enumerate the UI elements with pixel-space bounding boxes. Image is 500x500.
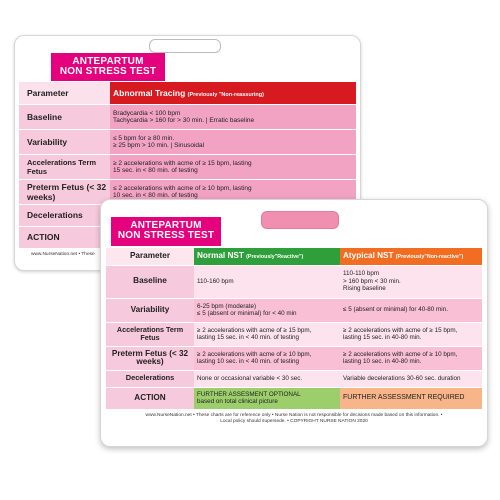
front-card-title: [111, 217, 221, 246]
table-header-row: [106, 248, 482, 265]
row-label: Preterm Fetus (< 32 weeks): [19, 179, 110, 204]
atypical-cell: ≤ 5 (absent or minimal) for 40-80 min.: [340, 298, 482, 322]
normal-cell: 6-25 bpm (moderate) ≤ 5 (absent or minimal) for < 40 min: [194, 298, 340, 322]
row-label: Accelerations Term Fetus: [106, 322, 194, 346]
normal-cell: 110-160 bpm: [194, 265, 340, 298]
footer-line-1: www.NurseNation.net • These charts are for reference only • Nurse Nation is not responsible for decisions made based on this information. •: [145, 413, 443, 418]
row-label: ACTION: [106, 387, 194, 409]
row-label: ACTION: [19, 226, 110, 248]
abnormal-tracing-title: Abnormal Tracing: [113, 87, 186, 98]
row-label: Baseline: [19, 104, 110, 129]
row-label: Variability: [19, 129, 110, 154]
row-label: Variability: [106, 298, 194, 322]
lanyard-slot: [261, 211, 339, 229]
table-row: [106, 370, 482, 387]
normal-action-cell: FURTHER ASSESMENT OPTIONAL based on total clinical picture: [194, 387, 340, 409]
parameter-header: Parameter: [19, 82, 110, 104]
table-row: [19, 154, 356, 179]
abnormal-tracing-header: [110, 82, 356, 104]
row-value: Bradycardia < 100 bpm Tachycardia > 160 for > 30 min. | Erratic baseline: [110, 104, 356, 129]
normal-nst-note: (Previously"Reactive"): [246, 253, 304, 260]
table-row: [106, 322, 482, 346]
atypical-cell: 110-110 bpm > 160 bpm < 30 min. Rising baseline: [340, 265, 482, 298]
title-line-2: NON STRESS TEST: [117, 230, 215, 241]
table-row: [106, 265, 482, 298]
table-row: [106, 387, 482, 409]
normal-nst-header: [194, 248, 340, 265]
title-line-1: ANTEPARTUM: [130, 220, 202, 231]
atypical-cell: ≥ 2 accelerations with acme of ≥ 15 bpm, lasting 15 sec. in 40-80 min.: [340, 322, 482, 346]
table-row: [19, 104, 356, 129]
atypical-cell: ≥ 2 accelerations with acme of ≥ 10 bpm, lasting 10 sec. in 40-80 min.: [340, 346, 482, 370]
title-line-1: ANTEPARTUM: [72, 56, 144, 67]
abnormal-tracing-note: (Previously "Non-reassuring): [187, 91, 264, 98]
table-row: [19, 129, 356, 154]
normal-cell: ≥ 2 accelerations with acme of ≥ 15 bpm, lasting 15 sec. in < 40 min. of testing: [194, 322, 340, 346]
front-card: [100, 199, 488, 447]
normal-nst-title: Normal NST: [197, 250, 244, 260]
row-label: Decelerations: [106, 370, 194, 387]
row-label: Accelerations Term Fetus: [19, 154, 110, 179]
lanyard-slot: [149, 39, 221, 53]
row-label: Decelerations: [19, 204, 110, 226]
back-card-footer: www.NurseNation.net • These: [31, 252, 95, 257]
table-header-row: [19, 82, 356, 104]
row-value: ≥ 2 accelerations with acme of ≥ 15 bpm, lasting 15 sec. in < 80 min. of testing: [110, 154, 356, 179]
row-label: Preterm Fetus (< 32 weeks): [106, 346, 194, 370]
row-value: ≤ 5 bpm for ≥ 80 min. ≥ 25 bpm > 10 min. | Sinusoidal: [110, 129, 356, 154]
atypical-nst-note: (Previously"Non-reactive"): [395, 253, 464, 260]
atypical-nst-title: Atypical NST: [343, 250, 394, 260]
front-card-footer: [101, 413, 487, 425]
normal-cell: None or occasional variable < 30 sec.: [194, 370, 340, 387]
atypical-action-cell: FURTHER ASSESSMENT REQUIRED: [340, 387, 482, 409]
atypical-cell: Variable decelerations 30-60 sec. duration: [340, 370, 482, 387]
front-card-table: [106, 248, 482, 410]
normal-cell: ≥ 2 accelerations with acme of ≥ 10 bpm, lasting 10 sec. in < 40 min. of testing: [194, 346, 340, 370]
table-row: [106, 346, 482, 370]
parameter-header: Parameter: [106, 248, 194, 265]
back-card-title: [51, 53, 165, 81]
table-row: [106, 298, 482, 322]
footer-line-2: Local policy should supersede. • COPYRIGHT NURSE NATION 2020: [220, 419, 368, 424]
row-value: ≤ 2 accelerations with acme of ≥ 10 bpm, lasting 10 sec. in < 80 min. of testing: [110, 179, 356, 204]
row-label: Baseline: [106, 265, 194, 298]
title-line-2: NON STRESS TEST: [59, 66, 157, 77]
atypical-nst-header: [340, 248, 482, 265]
